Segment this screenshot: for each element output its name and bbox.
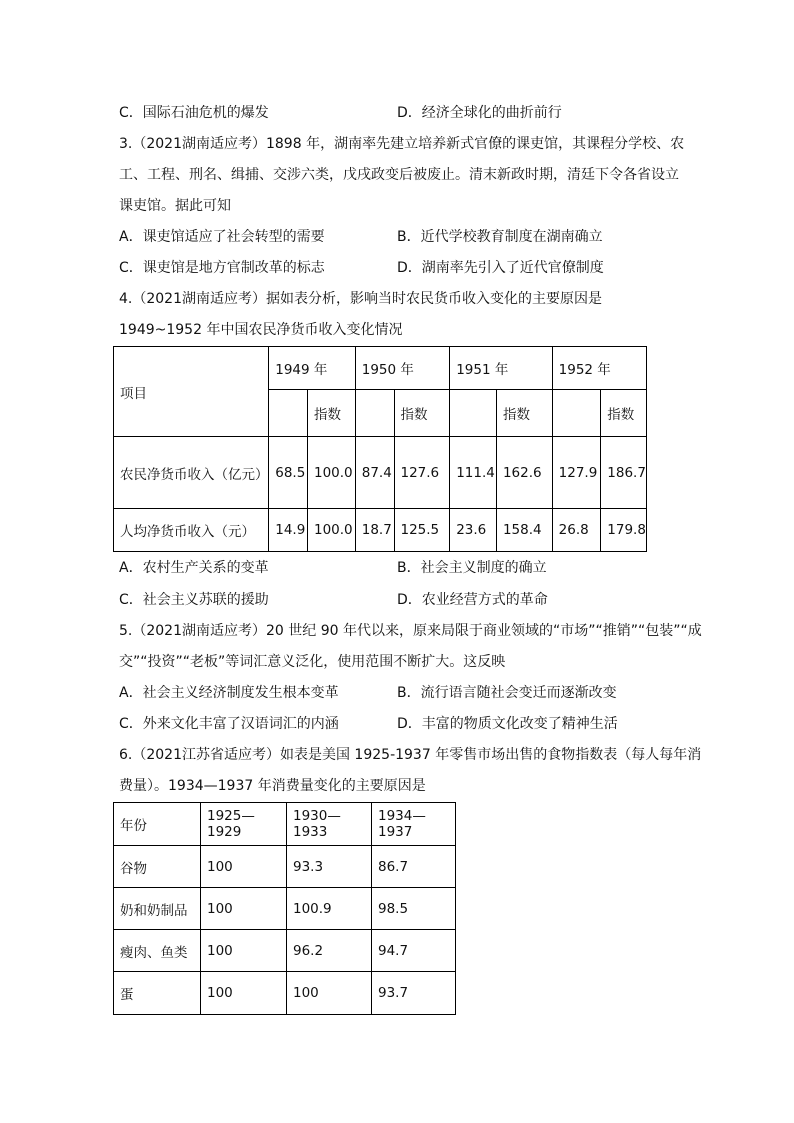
table-cell: 100 [287,972,372,1015]
table-cell: 162.6 [496,437,552,509]
table-row [114,972,456,1015]
table-cell: 93.7 [372,972,456,1015]
table-row-label: 人均净货币收入（元） [114,509,269,552]
q4-option-b: B．社会主义制度的确立 [397,560,547,576]
table-cell: 93.3 [287,846,372,888]
table-cell: 94.7 [372,930,456,972]
table-cell: 26.8 [552,509,601,552]
table-cell: 186.7 [601,437,647,509]
table-header: 1925—1929 [201,803,287,846]
q4-option-d: D．农业经营方式的革命 [397,592,548,608]
table-row [114,888,456,930]
q5-stem-line1: 5.（2021湖南适应考）20 世纪 90 年代以来，原来局限于商业领域的“市场”“推销”“包装”“成 [119,623,702,639]
table-cell: 127.9 [552,437,601,509]
q3-stem-line1: 3.（2021湖南适应考）1898 年，湖南率先建立培养新式官僚的课吏馆，其课程分学校、农 [119,136,685,152]
q3-stem-line2: 工、工程、刑名、缉捕、交涉六类，戊戌政变后被废止。清末新政时期，清廷下令各省设立 [119,167,679,183]
table-cell-empty [355,390,394,437]
table-cell: 111.4 [450,437,497,509]
q3-option-c: C．课吏馆是地方官制改革的标志 [119,260,325,276]
table-header-year: 1951 年 [450,347,552,390]
table-row [114,509,647,552]
table-header-item: 项目 [114,347,269,437]
table-header-index: 指数 [394,390,450,437]
q4-option-a: A．农村生产关系的变革 [119,560,269,576]
q3-stem-line3: 课吏馆。据此可知 [119,198,231,214]
q3-option-a: A．课吏馆适应了社会转型的需要 [119,229,325,245]
q4-stem-line1: 4.（2021湖南适应考）据如表分析，影响当时农民货币收入变化的主要原因是 [119,291,602,307]
table-cell: 100.0 [308,437,356,509]
q4-table-caption: 1949~1952 年中国农民净货币收入变化情况 [119,322,403,338]
table-cell: 127.6 [394,437,450,509]
table-header: 1934—1937 [372,803,456,846]
table-cell-empty [552,390,601,437]
table-cell: 100.9 [287,888,372,930]
q5-option-b: B．流行语言随社会变迁而逐渐改变 [397,685,617,701]
table-cell-empty [450,390,497,437]
q3-option-d: D．湖南率先引入了近代官僚制度 [397,260,604,276]
table-cell: 87.4 [355,437,394,509]
q6-food-index-table [113,802,456,1015]
table-header: 年份 [114,803,201,846]
table-header-index: 指数 [601,390,647,437]
q6-stem-line2: 费量）。1934—1937 年消费量变化的主要原因是 [119,778,426,794]
table-cell: 23.6 [450,509,497,552]
table-header-year: 1949 年 [269,347,356,390]
q4-option-c: C．社会主义苏联的援助 [119,592,269,608]
table-cell: 100 [201,846,287,888]
q5-stem-line2: 交”“投资”“老板”等词汇意义泛化，使用范围不断扩大。这反映 [119,654,506,670]
table-cell: 100 [201,930,287,972]
table-cell: 100 [201,972,287,1015]
q4-income-table [113,346,647,552]
table-cell: 100.0 [308,509,356,552]
q2-option-d: D．经济全球化的曲折前行 [397,105,562,121]
table-header-index: 指数 [496,390,552,437]
table-header-year: 1952 年 [552,347,646,390]
table-cell: 125.5 [394,509,450,552]
q6-stem-line1: 6.（2021江苏省适应考）如表是美国 1925-1937 年零售市场出售的食物指数表（每人每年消 [119,747,702,763]
q5-option-d: D．丰富的物质文化改变了精神生活 [397,716,618,732]
table-row [114,930,456,972]
table-cell: 奶和奶制品 [114,888,201,930]
table-cell: 96.2 [287,930,372,972]
table-cell: 14.9 [269,509,308,552]
table-header-year: 1950 年 [355,347,449,390]
table-cell: 98.5 [372,888,456,930]
table-cell: 谷物 [114,846,201,888]
q2-option-c: C．国际石油危机的爆发 [119,105,269,121]
table-row [114,437,647,509]
table-header: 1930—1933 [287,803,372,846]
table-cell: 100 [201,888,287,930]
table-cell: 蛋 [114,972,201,1015]
table-header-index: 指数 [308,390,356,437]
table-cell: 86.7 [372,846,456,888]
table-cell-empty [269,390,308,437]
table-cell: 179.8 [601,509,647,552]
table-cell: 158.4 [496,509,552,552]
q3-option-b: B．近代学校教育制度在湖南确立 [397,229,603,245]
table-cell: 瘦肉、鱼类 [114,930,201,972]
table-row-label: 农民净货币收入（亿元） [114,437,269,509]
table-cell: 68.5 [269,437,308,509]
table-cell: 18.7 [355,509,394,552]
q5-option-a: A．社会主义经济制度发生根本变革 [119,685,339,701]
table-row [114,846,456,888]
q5-option-c: C．外来文化丰富了汉语词汇的内涵 [119,716,339,732]
